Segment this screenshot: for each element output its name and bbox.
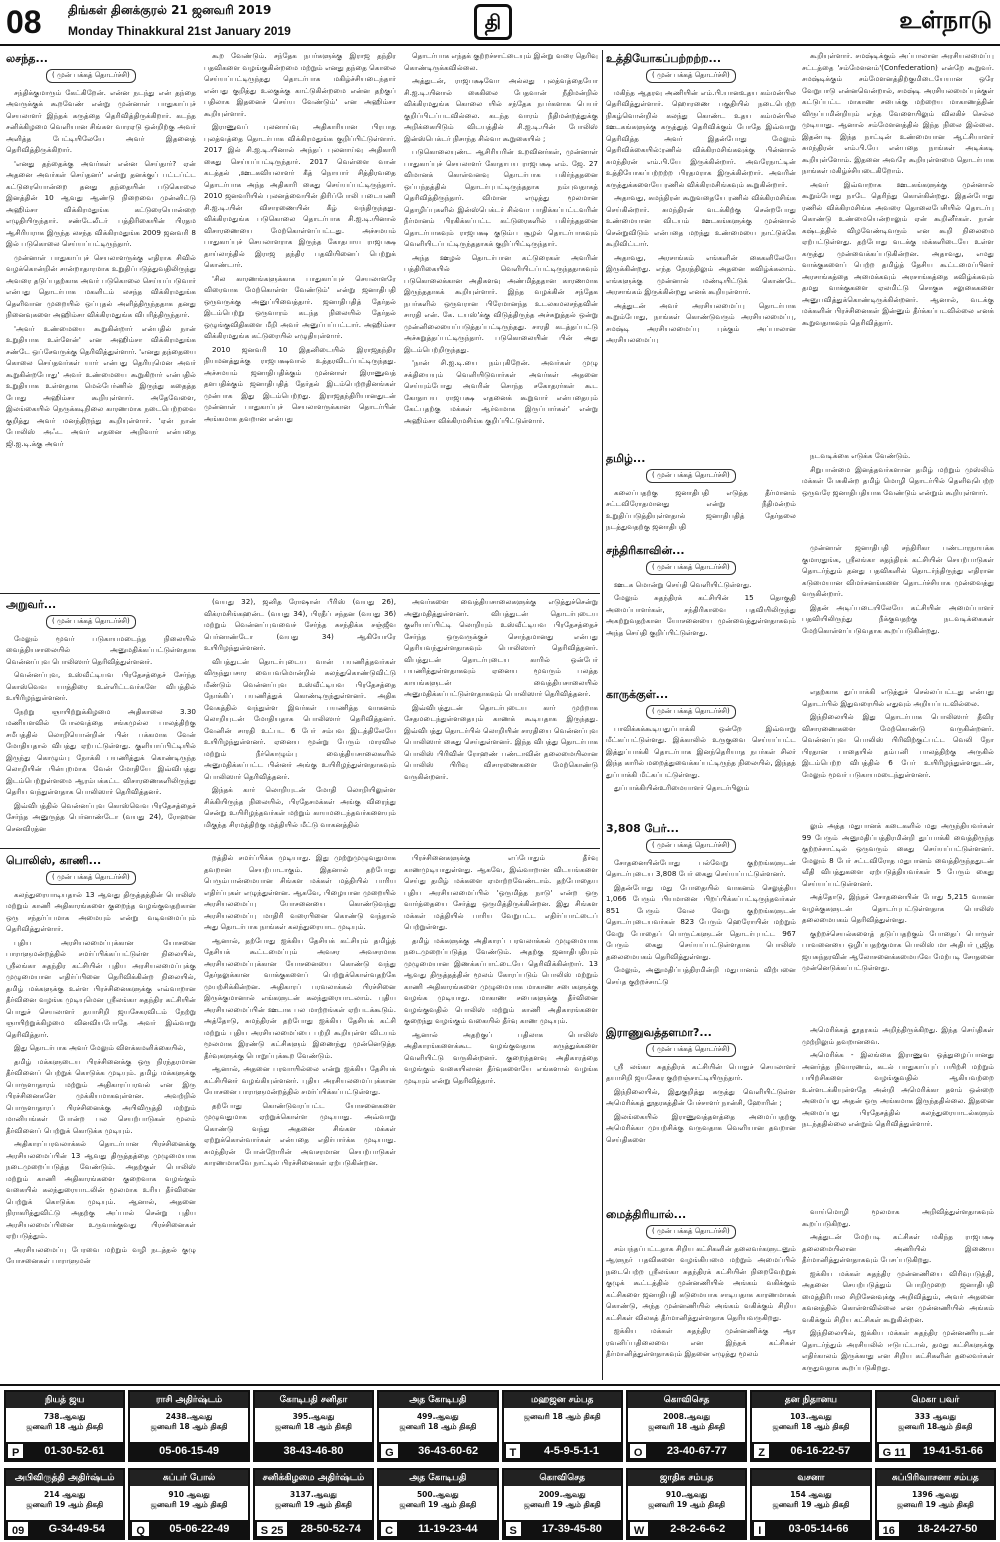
article-column: [404, 852, 598, 1380]
lottery-letter: G: [380, 1443, 399, 1459]
lottery-letter: W: [629, 1521, 649, 1537]
continued-label: ( முன் பக்கத் தொடர்ச்சி): [46, 871, 136, 885]
lottery-numbers: 28-50-52-74: [300, 1523, 361, 1535]
article-paragraph: றத்தில் சமர்ப்பிக்க முடியாது. இது முற்றுமுழுவதுமாக தவறான செயற்பாடாகும். இதனால் தற்போது பெரும்பான்மையான சிங்கள மக்கள் மத்தியில் பாரிய எதிர்ப்புகள் எழுந்துள்ளன. ஆகவே, பிழையான முறையில் அரசியலமைப்பு யோசனையை கொண்டுவந்து அரசியலமைப்பு மாதிரி வரைபினை கொண்டு வந்தால் அது தொடர்பாக நாங்கள் கலந்துரையாட முடியும்.: [204, 853, 396, 931]
lottery-date: ஜனவரி 18 ஆம் திகதி: [26, 1422, 104, 1431]
lottery-name: மெகா பவர்: [877, 1392, 994, 1408]
article-paragraph: கலைப்பதற்கு ஜனாதிபதி எடுத்த தீர்மானம் சட்டவிரோதமானது என்று நீதிமன்றம் உறுதிப்படுத்தியுள்ளதால் ஜனாதிபதித் தேர்தலை நடத்துவதற்கு ஜனாதிபதி: [606, 487, 796, 531]
article-paragraph: 'அவர் உண்மையை கூறுகின்றார் என்பதில் நான் உறுதியாக உள்ளேன்' என அஹிம்சா விக்கிரமதுங்க சண்டே ஒப்சேவருக்கு தெரிவித்துள்ளார். 'எனது தந்தையை கொலை செய்தவர்கள் யார் என்பது தெரியுமென அவர் கூறுகின்றபோது' அவர் உண்மையை கூறுகிறார் என்பதில் உறுதியாக உள்ளதாக மெல்பேர்ணில் இருந்து கதைத்த போது அஹிம்சா கூறியுள்ளார். அதேவேளை, இலங்கையில் நெருக்கடிநிலை காரணமாக நடைபெற்றவை குறித்து அவர் மனந்திறந்து கூறியுள்ளார். 'ஏன் நான் போலிஸ் அஃட அவர் எதனை அறிவார் என்பதை ஜி.ஐ.டி.க்கு அவர்: [6, 323, 196, 448]
lottery-card: [377, 1390, 498, 1462]
lottery-draw: 500.ஆவது: [416, 1490, 459, 1499]
continued-label: ( முன் பக்கத் தொடர்ச்சி): [646, 1225, 736, 1239]
lottery-draw: 154 ஆவது: [790, 1490, 832, 1499]
lottery-name: அபிவிருத்தி அதிர்ஷ்டம்: [6, 1470, 123, 1486]
lottery-letter: 16: [878, 1521, 900, 1537]
article-paragraph: 2010 ஜனவரி 10 இதனிடையில் இராஜதந்திர நியமனத்துக்கு ராஜபக்ஷவால் உத்தரவிடப்பட்டிருந்தது. அச்சமயம் ஜனாதிபதிக்கும் முன்னாள் இராணுவத் தளபதிக்கும் ஜனாதிபதித் தேர்தல் இடம்பெற்றதினங்கள் முன்பாக இது இடம்பெற்றது. இராஜதந்திரியானதுடன் முன்னாள் பாதுகாப்புச் செயலாளருக்கான தொடர்பின் அங்கமாக தவறான என்பது: [204, 344, 396, 423]
lottery-date: ஜனவரி 19 ஆம் திகதி: [26, 1500, 104, 1509]
article-heading: 3,808 பேர்...: [606, 822, 679, 835]
page-number: 08: [6, 4, 42, 40]
article-paragraph: இதன் அடிப்படையிலேயே கட்சியின் அமைப்பாளர் பதவியிலிருந்து நீக்குவதற்கு நடவடிக்கைகள் மேற்கொள்ளப்படுவதாக கூறப்படுகின்றது.: [802, 602, 994, 635]
article-paragraph: பிரச்சினைகளுக்கு எப்போதும் தீர்வு காணமுடியாதுள்ளது. ஆகவே, இவ்வாறான விடயங்களை செய்து தமிழ் மக்களை ஏமாற்றவேண்டாம். தற்போதைய புதிய அரசியலமைப்பில் 'ஒருமித்த நாடு' என்ற ஒரு வார்த்தையை சேர்த்து ஒருமித்திருக்கின்றன. இது சிங்கள மக்கள் மத்தியில் பாரிய வேறுபட்ட எதிர்ப்பாட்டைப் பெற்றுள்ளது.: [404, 853, 598, 931]
article-column: [606, 1024, 796, 1202]
article-column: [606, 50, 796, 446]
article-paragraph: ஐக்கிய மக்கள் சுதந்திர முன்னணியை விரிவுபடுத்தி, அதனை செயற்படுத்தும் பொறிமுறை ஜனாதிபதி மைத்திரிபால சிறிசேனவுக்கு அறிவித்தும், அவர் அதனை கவனத்தில் கொள்ளவில்லை என முன்னணியில் அங்கம் வகிக்கும் சிறிய கட்சிகள் கூறுகின்றன.: [802, 1268, 994, 1324]
lottery-date: ஜனவரி 19 ஆம் திகதி: [274, 1500, 352, 1509]
article-paragraph: இந்நிலையில், ஐக்கிய மக்கள் சுதந்திர முன்னணியுடன் தொடர்ந்தும் அரசியலில் ஈடுபட்டால், தமது கட்சிகளுக்கு எதிர்காலம் இருக்காது என சிறிய கட்சிகளின் தலைவர்கள் கருதுவதாக கூறப்படுகிறது.: [802, 1328, 994, 1372]
article-column: [802, 820, 994, 1020]
lottery-name: சனிக்கிழமை அதிர்ஷ்டம்: [255, 1470, 372, 1486]
article-paragraph: நடவடிக்கை எடுக்க வேண்டும்.: [810, 451, 911, 460]
lottery-name: மஹஜன சம்பத: [504, 1392, 621, 1408]
lottery-date: ஜனவரி 18 ஆம் திகதி: [274, 1422, 352, 1431]
article-paragraph: முன்னாள் பாதுகாப்புச் செயலாளருக்கு எதிராக சிவில் வழக்கொன்றின் சான்றாதாரமாக உறுதிப்படுத்துவதிலிருந்து அவரை தடுப்பதற்காக அவர் படுகொலை செய்யப்படுவார் என்பது தொடர்பாக மகளிடம் லசந்த விக்கிரமதுங்க தெளிவான முறையில் ஒப்புதல் அளித்திருந்ததாக தனது நினைவுகளை அஹிம்சா விக்கிரமதுங்க விபரித்திருந்தார்.: [6, 252, 196, 319]
lottery-date: ஜனவரி 18 ஆம் திகதி: [648, 1422, 726, 1431]
article-paragraph: பாவிக்கக்கூடியதுப்பாக்கி ஒன்றே இவ்வாறு மீட்கப்பட்டுள்ளது. இக்காலில் உருகுவை செய்யப்பட்ட இத்துப்பாக்கி தொடர்பாக இனந்தெரியாத நபர்கள் சிலர் இந்த காரில் மறைத்துவைக்கப்பட்டிருந்த நிலையில், இந்தத் துப்பாக்கி மீட்கப்பட்டுள்ளது.: [606, 723, 796, 779]
lottery-numbers: 2-8-2-6-6-2: [670, 1523, 726, 1535]
continued-label: ( முன் பக்கத் தொடர்ச்சி): [46, 69, 136, 83]
lottery-card: [750, 1468, 871, 1540]
article-column: [404, 50, 598, 590]
article-paragraph: அரசியலமைப்பு பேரவை மற்றும் வழி நடத்தல் குழு யோசனைகள் பாராளுமன்: [6, 1244, 196, 1265]
article-column: [606, 820, 796, 1020]
lottery-date: ஜனவரி 19 ஆம் திகதி: [523, 1500, 601, 1509]
article-paragraph: அத்துடன், ராஜபக்ஷவோ அல்லது புலத்வத்தையோ சி.ஐ.டி.யினால் கைகிலை பேதவான் நீதிமன்றில் விக்கிரமதுங்க கொலை யில் சந்தேக நபர்களாக பெயர் குறிப்பிடப்படவில்லை. கடந்த வாரம் நீதிமன்றத்துக்கு அறிக்கையிடும் விடயத்தில் சி.ஐ.டி.யின் போலிஸ் இன்ஸ்பெக்டர் நிசாந்த சில்வா கூறுகையில் ;: [404, 76, 598, 143]
article-paragraph: சோதனையின்போது பல்வேறு குற்றங்களுடன் தொடர்புடைய 3,808 பேர் கைது செய்யப்பட்டுள்ளனர்.: [606, 857, 796, 878]
lottery-numbers: G-34-49-54: [48, 1523, 105, 1535]
lottery-card: [4, 1390, 125, 1462]
article-heading: காருக்குள்...: [606, 688, 669, 701]
lottery-draw: 333 ஆவது: [914, 1412, 957, 1421]
lottery-name: அத கோடிபதி: [379, 1392, 496, 1408]
page-header: [0, 0, 1000, 46]
article-paragraph: 'எனது தந்தைக்கு அவர்கள் என்ன செய்தார்? ஏன் அதனை அவர்கள் செய்தனர்' என்று தனக்குப் பட்டப்ட்ட கட்டுரையொன்றை தனது தந்தையின் படுகொலை இனத்தின் 10 ஆவது ஆண்டு நிறைவை முன்னிட்டு அஹிம்சா விக்கிரமதுங்க கட்டுரையொன்றை எழுதியிருந்தார். சண்டேலீடர் பத்திரிகையின் பிரதம ஆசிரியராக இருந்த லசந்த விக்கிரமதுங்க 2009 ஜனவரி 8 இல் படுகொலை செய்யப்பட்டிருந்தார்.: [6, 158, 196, 248]
article-paragraph: படுகொலையுண்ட ஆசிரியரின் உறவினர்கள், முன்னாள் பாதுகாப்புச் செயலாளர் கோதாபய ராஜபக்ஷ எம். ஜே. 27 விமானக் கொள்வனவு தொடர்பாக பகிர்ந்ததனை ஒப்பந்தத்தில் தொடர்புபட்டிருந்ததாக நம்புவதாகத் தெரிவித்திருந்தார். விமான எழுத்து மூலமான தொழிப்புகளில் இன்ஸ்பெக்டர் சில்வா பாதிக்கப்பட்டவரின் நீர்மானம் பிரகிக்கப்பட்ட கட்டுரைகளில் பகிர்ந்ததனை தொடர்பாகவும் ராஜபக்ஷ குடும்ப சூழல் தொடர்பாகவும் வெளியிடப்பட்டிருந்ததாகக் குறிப்பிட்டிருந்தார்.: [404, 147, 598, 248]
article-paragraph: அத்தோடு, இந்தச் சோதனையின் போது 5,215 வாகன வழக்குகளுடன் தொடர்புபட்டுள்ளதாக பொலிஸ் தலைமையகம் தெரிவித்துள்ளது.: [802, 892, 994, 924]
article-paragraph: இவ்விபத்தில் வென்னப்புவ கொஸ்வெவ பிரதேசத்தைச் சேர்ந்த அனுருத்த பெர்னாண்டோ (வயது 24), ரோஹன செனவிரத்ன: [6, 800, 196, 833]
article-paragraph: வென்னப்புவ, உஸ்வீட்டியவ பிரதேசத்தைச் சேர்ந்த கொஸ்வெவ யாத்திரை உள்ளிட்டவர்களே விபத்தில் உயிரிழந்துள்ளனர்.: [6, 670, 196, 702]
article-paragraph: இந்நிலையில் இது தொடர்பாக பொலிஸார் தீவிர விசாரணைகளை மேற்கொண்டு வருகின்றனர். வென்னப்புவ பொலிஸ் பிரிவிற்குட்பட்ட வெலி நோ பிரதான பாதையில் தம்பனி பாலத்திற்கு அருகில் இடம்பெற்ற விபத்தில் 6 பேர் உயிரிழந்துள்ளதுடன், மேலும் மூவர் படுகாயமடைந்துள்ளனர்.: [802, 712, 994, 779]
lottery-draw: 103.ஆவது: [790, 1412, 832, 1421]
article-paragraph: (வயது 32), ஜனித ரோஷான் பீரிஸ் (வயது 26), விக்ரமசிங்கஹன்ட (வயது 34), பிரதீப் சந்தன (வயது 36) மற்றும் வென்னப்புவவைச் சேர்ந்த சுசந்திக்க சஞ்ஜீவ பெர்னாண்டோ (வயது 34) ஆகியோரே உயிரிழந்துள்ளனர்.: [204, 597, 396, 652]
article-column: [802, 542, 994, 682]
lottery-name: கொவிசெத: [628, 1392, 745, 1408]
lottery-card: [253, 1390, 374, 1462]
lottery-draw: 2008.ஆவது: [663, 1412, 710, 1421]
lottery-draw: 1396 ஆவது: [911, 1490, 959, 1499]
continued-label: ( முன் பக்கத் தொடர்ச்சி): [646, 469, 736, 483]
article-paragraph: அவர்களை வைத்தியசாலைகளுக்கு எடுத்துச்சென்று அனுமதித்துள்ளனர். விபத்துடன் தொடர்புடைய குளியாப்பிட்டி லொறியும் உஸ்வீட்டியவ பிரதேசத்தைச் சேர்ந்த ஒருவருக்குச் சொந்தமானது என்பது தெரியவந்துள்ளதாகவும் பொலிஸார் தெரிவித்தனர். விபத்துடன் தொடர்புடைய காரில் ஒன்பேர் பயணித்துள்ளதாகவும் ஏனைய மூவரும் பலத்த காயங்களுடன் வைத்தியசாலையில் அனுமதிக்கப்பட்டுள்ளதாகவும் பொலிஸார் தெரிவித்தனர்.: [404, 597, 598, 698]
lottery-card: [377, 1468, 498, 1540]
article-column: [204, 50, 396, 590]
lottery-results: [0, 1384, 1000, 1542]
article-heading: மைத்திரியால்...: [606, 1208, 687, 1221]
article-paragraph: சந்திக்குமாரும் கேட்கிறேன். என்ன நடந்து என் தந்தை அவருக்குக் கூறவேண் என்று முன்னாள் பாதுகாப்புச் செயலாளர் இந்தக் கருத்தை தெரிவித்திருக்கிறார். கடந்த சனிக்கிழமை வெளியான சிங்கள வாரஏடு ஒன்றிற்கு அவர் அளித்த பேட்டியிலேயே அவர் இதனைத் தெரிவித்திருக்கிறார்.: [6, 87, 196, 154]
article-paragraph: அவர் இவ்வாறாக ஊடகங்களுக்கு முன்னால் கூறும்போது நாடே தெரிந்து கொள்கின்றது. இதன்போது ரணில் விக்கிரமசிங்க அவரை தொலைபேசியில் தொடர்பு கொண்டு உண்மையென்றாலும் ஏன் கூறினீர்கள். நான் கஷ்டத்தில் விழவேண்டிவரும் என கூறி நிலைமை ஏற்பட்டுள்ளது. தற்போது வடக்கு மக்களிடையே உள்ள கருத்து முன்வைக்கப்படுகின்றன. அதாவது, எமது வாக்குகளைப் பெற்ற தமிழ்த் தேசிய கூட்டமைப்பினர் அரசாங்கத்தை அமைக்கவும் அரசாங்கத்தை கவிழ்க்கவும் தமது வாக்குகளை ஏலமிட்டு சொகுசு சலுகைகளை அனுபவித்துக்கொண்டிருக்கின்றனர். ஆனால், வடக்கு மக்களின் பிரச்சினைகள் இன்னும் தீர்க்கப்படவில்லை எனக் கூறுவதாகவும் தெரிவித்தார்.: [802, 179, 994, 327]
article-paragraph: அந்த ஊழல் தொடர்பான கட்டுரைகள் அவரின் பத்திரிகையில் வெளியிடப்பட்டிருந்ததாகவும் படுகொலைக்கான அதிகளவு அண்மித்ததான காரணமாக இருந்ததாகக் கூறியுள்ளார். இந்த வழக்கின் சந்தேக நபர்களில் ஒருவரான பிரேமானந்த உடலகமலசந்தவின் சாரதி என். கே. டயஸ்'க்கு விடுத்திருந்த அச்சுறுத்தல் ஒன்று முன்னிலையைப்படுத்தப்பட்டிருந்தது. சாரதி கடத்தப்பட்டு அச்சுறுத்தப்பட்டிருந்தார். படுகொலையின் பின் அது இடம்பெற்றிருந்தது.: [404, 252, 598, 354]
article-column: [802, 1024, 994, 1202]
continued-label: ( முன் பக்கத் தொடர்ச்சி): [646, 1043, 736, 1057]
lottery-card: [875, 1468, 996, 1540]
article-column: [606, 450, 796, 538]
article-paragraph: தமிழ் மக்களுடைய பிரச்சினைக்கு ஒரு நிரந்தரமான தீர்வினைப் பெற்றுக் கொடுக்க முடியும். தமிழ் மக்களுக்கு பொருளாதாரம் மற்றும் அதிகாரப்பரவல் என இரு பிரச்சினைகளே முக்கியமாகவுள்ளன. அவற்றில் பொருளாதாரப் பிரச்சினைக்கு அபிவிருத்தி மற்றும் மானியங்கள் போன்ற பல செயற்பாடுகள் மூலம் தீர்வினைப் பெற்றுக் கொடுக்க முடியும்.: [6, 1056, 196, 1135]
lottery-date: ஜனவரி 18 ஆம் திகதி: [772, 1422, 850, 1431]
article-paragraph: வாய்மொழி மூலமாக அறிவித்துள்ளதாகவும் கூறப்படுகிறது.: [802, 1207, 994, 1228]
article-paragraph: கூறியுள்ளார். சமஷ்டிக்கும் அப்பாலான அரசியலமைப்பு சட்டத்தை 'சம்மேளனம்'(Confederation) என்றே கூறுவர். சமஷ்டிக்கும் சம்மேளனத்திற்குமிடையேயான ஒரே வேறுபாடு என்னவென்றால், சமஷ்டி அரசியலமைப்புக்குள் கட்டுப்பட்ட மாகாண சபைக்கு மற்றைய மாகாணத்தின் விருப்பமின்றியும் எந்த வேளையிலும் விலகிச் செல்ல முடியாது. ஆனால் சம்மேளனத்தில் இந்த நிலை இல்லை. இதன்படி இந்த நாட்டின் உண்மையான ஆட்சியாளர் சுமந்திரன் எம்.பி.யே என்பதை நாங்கள் அடிக்கடி கூறியுள்ளோம். இதனை அவரே கூறியுள்ளமை தொடர்பாக நாங்கள் மகிழ்ச்சியடைகிறோம்.: [802, 51, 994, 175]
section-title: உள்நாடு: [899, 6, 992, 34]
continued-label: ( முன் பக்கத் தொடர்ச்சி): [646, 705, 736, 719]
article-paragraph: மேலும் சுதந்திரக் கட்சியின் 15 தொகுதி அமைப்பாளர்கள், சந்திரிகாவை பதவியிலிருந்து அகற்றுவதற்கான யோசனையை முன்வைத்துள்ளதாகவும் அந்த செய்தி குறிப்பிட்டுள்ளது.: [606, 593, 796, 637]
article-rule: [0, 848, 600, 849]
article-column: [606, 1206, 796, 1380]
article-paragraph: குற்றச்செயல்களைத் தடுப்பதற்கும் போதைப் பொருள் பாவனையை ஒழிப்பதற்குமாக பொலிஸ் மா அதிபர் பூஜித ஜயசுந்தரவின் ஆலோசனைக்கமையவே மேற்படி சோதனை முன்னெடுக்கப்பட்டுள்ளது.: [802, 928, 994, 972]
lottery-numbers: 05-06-15-49: [159, 1445, 220, 1457]
lottery-draw: 2438.ஆவது: [165, 1412, 213, 1421]
newspaper-logo: தி: [474, 4, 512, 40]
article-column: [6, 50, 196, 590]
article-paragraph: ஐக்கிய மக்கள் சுதந்திர முன்னணிக்கு ஆர ரவனிப்பதிலைவை என இந்தக் கட்சிகள் தீர்மானித்துள்ளதாகவும் இதனை எழுத்து மூலம்: [606, 1326, 796, 1358]
article-paragraph: ஆனால் அதற்குப் பதிலாக பொலிஸ் அதிகாரங்களைக்கூட வழங்குவதாக கருத்துக்களை வெளியிட்டு வருகின்றனர். குறைந்தளவு அதிகாரத்தை வழங்கும் வகையிலான தீர்வுகளையே எங்களால் வழங்க முடியும் என்று தெரிவித்தார்.: [404, 1029, 598, 1085]
lottery-name: வசனா: [752, 1470, 869, 1486]
lottery-date: ஜனவரி 19 ஆம் திகதி: [772, 1500, 850, 1509]
lottery-numbers: 05-06-22-49: [169, 1523, 230, 1535]
article-paragraph: அதாவது, சுமந்திரன் கூறுவதையே ரணில் விக்கிரமசிங்க செய்கின்றார். சுமந்திரன் வடக்கிற்கு சென்றபோது உண்மையான விடயம் ஊடகங்களுக்கு முன்னால் சென்றுவிடும் என்பதை மறந்து உண்மையை நாட்டுக்கே கூறிவிட்டார்.: [606, 193, 796, 248]
article-paragraph: தமிழ் மக்களுக்கு அதிகாரப் பரவலாக்கல் முழுமையாக நடைமுறைப்படுத்த வேண்டும். அதற்கு ஜனாதிபதியும் முழுமையான இணக்கப்பாட்டையே தெரிவிக்கின்றார். 13 ஆவது திருத்தத்தின் மூலம் கோரப்படும் பொலிஸ் மற்றும் காணி அதிகாரங்களை முழுமையாக மாகாண சபைகளுக்கு வழங்க முடியாது. மாகாண சபைகளுக்கு தீர்வினை வழங்குவதில் பொலிஸ் மற்றும் காணி அதிகாரங்களை குறைந்து வழங்கும் வகையில் தீர்வு காண முடியும்.: [404, 935, 598, 1025]
lottery-card: [502, 1468, 623, 1540]
lottery-name: ராசி அதிர்ஷ்டம்: [130, 1392, 247, 1408]
lottery-date: ஜனவரி 18 ஆம் திகதி: [399, 1422, 477, 1431]
article-column: [6, 852, 196, 1380]
article-paragraph: 'சில காரணங்களுக்காக பாதுகாப்புச் செயலாளரே விரைவாக மேற்கொள்ள வேண்டும்' என்று ஜனாதிபதி ஒருவருக்கு அனுப்பிவைத்தார். ஜனாதிபதித் தேர்தல் இடம்பெற்று ஒருவாரம் கடந்த நிலையில் தேர்தல் ஒழுங்குவிதிகளை மீறி அவர் அனுப்பப்பட்டார். அஹிம்சா விக்கிரமதுங்க கட்டுரையில் எழுதியுள்ளார்.: [204, 273, 396, 340]
lottery-numbers: 03-05-14-66: [788, 1523, 849, 1535]
lottery-draw: 910.ஆவது: [665, 1490, 708, 1499]
article-paragraph: ஊடக மொன்று செய்தி வெளியிட்டுள்ளது.: [614, 579, 752, 589]
continued-label: ( முன் பக்கத் தொடர்ச்சி): [46, 615, 136, 629]
article-paragraph: அமெரிக்கத் தூதரகம் அறிந்திருக்கிறது. இந்த செய்திகள் முற்றிலும் தவறானவை.: [802, 1025, 994, 1046]
lottery-name: கொவிசெத: [504, 1470, 621, 1486]
article-paragraph: ஆனால், அதனை பரவாயில்லை என்று ஐக்கிய தேசியக் கட்சியினர் வழங்கியுள்ளனர். புதிய அரசியலமைப்புக்கான யோசனை பாராளுமன்றத்தில் சமர்ப்பிக்கப்பட்டுள்ளது.: [204, 1064, 396, 1096]
article-paragraph: சிறுபான்மை இனத்தவர்களான தமிழ் மற்றும் முஸ்லிம் மக்கள் பேசுகின்ற தமிழ் மொழி தொடர்பில் தெளிவுபெற்ற ஒருவரே ஜனாதிபதியாக வேண்டும் என்றும் கூறியுள்ளார்.: [802, 464, 994, 497]
article-paragraph: ஆனால், தற்போது ஐக்கிய தேசியக் கட்சியும் தமிழ்த் தேசியக் கூட்டமைப்பும் அவசர அவசரமாக அரசியலமைப்புக்கான யோசனையை கொண்டு வந்து தேர்தலுக்கான வாக்குகளைப் பெற்றுக்கொள்வதற்கே முயற்சிக்கின்றன. அதிகாரப் பரவலாக்கல் பிரச்சினை இருக்குமானால் எங்களுடன் கலந்துரையாடலாம். புதிய அரசியலமைப்பின் ஊடாக பல மாற்றங்கள் ஏற்படக்கூடும். அத்தோடு, சுமந்திரன் தற்போது ஐக்கிய தேசியக் கட்சி மற்றும் புதிய அரசியலமைப்பை பற்றி கூறியுள்ள விடயம் மூலமாக இரண்டு கட்சிகளும் இணைந்து முன்னெடுத்த தீர்வுகளுக்கு பொறுப்புக்கூற வேண்டும்.: [204, 935, 396, 1060]
article-paragraph: அதாவது, அரசாங்கம் எங்களின் கைகளிலேயே இருக்கின்றது. எந்த நேரத்திலும் அதனை கவிழ்க்கலாம். எங்களுக்கு முன்னால் மண்டியிட்டுக் கொண்டே அரசாங்கம் இருக்கின்றது எனக் கூறியுள்ளார்.: [606, 252, 796, 296]
lottery-date: ஜனவரி 19 ஆம் திகதி: [150, 1500, 228, 1509]
article-column: [802, 686, 994, 816]
lottery-numbers: 11-19-23-44: [418, 1523, 478, 1535]
article-paragraph: அமெரிக்க - இலங்கை இராணுவ ஒத்துழைப்பானது அனர்த்த நிவாரணம், கடல் பாதுகாப்புப் பயிற்சி மற்றும் பயிற்சிகளை வழங்குவதில் ஆகியவற்றை உள்ளடக்கியுள்ளதே அன்றி அமெரிக்கா தளம் ஒன்றை அமைப்பது அதன் ஒரு அங்கமாக இருந்ததில்லை. இதனை அமைப்பது பிரதேசத்தில் கலந்துரையாடல்களும் நடந்ததில்லை என்றும் தெரிவித்துள்ளார்.: [802, 1050, 994, 1128]
article-paragraph: மகிந்த ஆதரவு அணியின் எம்.பி.யானஉதய கம்மன்பில தெரிவித்துள்ளார். ஹொரணை பகுதியில் நடைபெற்ற நிகழ்வொன்றில் கலந்து கொண்ட உதய கம்மன்பில ஊடகங்களுக்கு கருத்துத் தெரிவிக்கும் போதே இவ்வாறு தெரிவித்த அவர் இதன்போது மேலும் தெரிவிக்கையில்:ரணில் விக்கிரமசிங்கவுக்கு பின்னால் சுமந்திரன் எம்.பி.யே இருக்கின்றார். அவரேநாட்டின் உத்தியோகப்பற்றற்ற பிரதமராக இருக்கின்றார். அவரின் கருத்துக்களையே ரணில் விக்கிரமசிங்கவும் கூறுகின்றார்.: [606, 87, 796, 189]
lottery-numbers: 36-43-60-62: [418, 1445, 479, 1457]
article-paragraph: இந்தக் கார் லொறியுடன் மோதி லொறியிலுள்ள சிக்கியிருந்த நிலையில், பிரதேசமக்கள் அங்கு விரைந்து சென்று உயிரிழந்தவர்கள் மற்றும் காயமடைந்தவர்களையும் மிகுந்த சிரமத்திற்கு மத்தியில் மீட்டு வாகனத்தில்: [204, 785, 396, 829]
article-column: [6, 596, 196, 846]
date-tamil: திங்கள் தினக்குரல் 21 ஜனவரி 2019: [68, 3, 272, 17]
lottery-numbers: 06-16-22-57: [790, 1445, 851, 1457]
lottery-letter: O: [629, 1443, 648, 1459]
lottery-letter: S: [505, 1521, 522, 1537]
continued-label: ( முன் பக்கத் தொடர்ச்சி): [646, 561, 736, 575]
article-paragraph: கூற வேண்டும். சந்தேக நபர்களுக்கு இராஜ தந்திர பதவிகளை வழங்குகின்றமை மற்றும் எனது தந்தை கொலை செய்யப்பட்டிருந்தது தொடர்பாக மகிழ்ச்சியடைந்தார் என்பது குறித்து உலகுக்கு காட்டுகின்றமை என்ன தற்குப் பதிலாக இதனைச் செய்ய வேண்டும்' என அஹிம்சா கூறியுள்ளார்.: [204, 51, 396, 118]
article-paragraph: தற்போது கொண்டுவரப்பட்ட யோசனைகளை முழுவதுமாக ஏற்றுக்கொள்ள முடியாது. அவ்வாறு கொண்டு வந்து அதனை சிங்கள மக்கள் ஏற்றுக்கொள்வார்கள் என்பதை எதிர்பார்க்க முடியாது. சுமந்திரன் போன்றோரின் அவசரமான செயற்பாடுகள் காரணமாகவே நாட்டில் பிரச்சினைகள் ஏற்படுகின்றன.: [204, 1100, 396, 1167]
lottery-numbers: 23-40-67-77: [666, 1445, 727, 1457]
lottery-card: [626, 1390, 747, 1462]
lottery-draw: 738.ஆவது: [43, 1412, 86, 1421]
continued-label: ( முன் பக்கத் தொடர்ச்சி): [646, 69, 736, 83]
lottery-letter: G 11: [878, 1443, 911, 1459]
lottery-card: [750, 1390, 871, 1462]
lottery-date: ஜனவரி 18ஆம் திகதி: [898, 1422, 973, 1431]
article-paragraph: சம்பந்தப்பட்டதாக சிறிய கட்சிகளின் தலைவர்களுடனும் ஆளுநர் பதவிகளை வழங்கியமை மற்றும் அமைப்பில் நடைபெற்ற ஸ்ரீலங்கா சுதந்திரக் கட்சியின் நிறைவேற்றுக் குழுக் கூட்டத்தில் முன்னணியில் அங்கம் வகிக்கும் கட்சிகளை ஜனாதிபதி கடுமையாக சாடியதாக காரணமாகக் கொண்டு, அந்த முன்னணியில் அங்கம் வகிக்கும் சிறிய கட்சிகள் விலகத் தீர்மானித்துள்ளதாக தெரியவருகிறது.: [606, 1243, 796, 1322]
lottery-name: சுப்பர் போல்: [130, 1470, 247, 1486]
lottery-letter: P: [7, 1443, 24, 1459]
article-column: [404, 596, 598, 846]
lottery-date: ஜனவரி 18 ஆம் திகதி: [150, 1422, 228, 1431]
lottery-card: [253, 1468, 374, 1540]
lottery-draw: 3137.ஆவது: [289, 1490, 337, 1499]
lottery-name: சுப்பிரிவாசனா சம்பத: [877, 1470, 994, 1486]
lottery-name: கோடிபதி சனிதா: [255, 1392, 372, 1408]
lottery-draw: 2009.ஆவது: [538, 1490, 586, 1499]
article-paragraph: அத்துடன் மேற்படி கட்சிகள் மகிந்த ராஜபக்ஷ தலைமையிலான அணியில் இணைய தீர்மானித்துள்ளதாகவும் பேசப்படுகிறது.: [802, 1232, 994, 1264]
article-paragraph: முன்னாள் ஜனாதிபதி சந்திரிகா பண்டாரநாயக்க குமாரதுங்க, ஸ்ரீலங்கா சுதந்திரக் கட்சியின் செயற்பாடுகள் தொடர்ந்தும் தனது பதவிகளில் தொடர்ந்திருந்து எதிரான கடுமையான விமர்சனங்களை தொடர்ச்சியாக முன்வைத்து வருகின்றார்.: [802, 543, 994, 598]
lottery-letter: Z: [753, 1443, 770, 1459]
lottery-numbers: 17-39-45-80: [541, 1523, 602, 1535]
article-paragraph: இது தொடர்பாக அவர் மேலும் விளக்கமளிக்கையில்,: [14, 1043, 186, 1052]
article-column: [204, 596, 396, 846]
article-paragraph: நேற்று ஞாயிற்றுக்கிழமை அதிகாலை 3.30 மணியளவில் போலவத்தை சங்கமுல்ல பாலத்திற்கு சமீபத்தில் லொறியொன்றின் பின் பக்கமாக வேன் மோதியதால் விபத்து ஏற்பட்டுள்ளது. குளியாப்பிட்டியில் இருந்து கொழும்பு நோக்கி பயணித்துக் கொண்டிருந்த லொறியின் பின்புறமாக வேன் மோதியே இவ்விபத்து இடம்பெற்றுள்ளமை ஆரம்பக்கட்ட விசாரணைகளிலிருந்து தெரிய வந்துள்ளதாக பொலிஸார் தெரிவித்தனர்.: [6, 706, 196, 796]
lottery-card: [128, 1468, 249, 1540]
lottery-draw: 910 ஆவது: [168, 1490, 210, 1499]
lottery-letter: 09: [7, 1521, 29, 1537]
article-heading: உத்தியோகப்பற்றற்ற...: [606, 52, 722, 65]
article-column: [204, 852, 396, 1380]
article-paragraph: இலங்கையில் இராணுவத்தளத்தை அமைப்பதற்கு அமெரிக்கா முயற்சிக்கு வருவதாக வெளியான தவறான செய்திகளை: [606, 1111, 796, 1144]
lottery-card: [4, 1468, 125, 1540]
column-rule: [602, 50, 603, 1380]
date-english: Monday Thinakkural 21st January 2019: [68, 24, 291, 38]
lottery-letter: T: [505, 1443, 522, 1459]
article-paragraph: இதன்போது மது போதையில் வாகனம் செலுத்திய 1,066 பேரும் பியமானை பிறப்பிக்கப்பட்டிருந்தவர்கள் 851 பேரும் வேல வேறு குற்றங்களுடன் தொடர்புடையவர்கள் 823 பேரும் ஹெரோயின் மற்றும் வேறு போதைப் பொருட்களுடன் தொடர்புபட்ட 967 பேரும் கைது செய்யப்பட்டுள்ளதாக பொலிஸ் தலைமையகம் தெரிவித்துள்ளது.: [606, 882, 796, 961]
lottery-draw: 214 ஆவது: [43, 1490, 86, 1499]
article-column: [802, 450, 994, 538]
article-heading: சந்திரிகாவின்...: [606, 544, 685, 557]
lottery-numbers: 4-5-9-5-1-1: [544, 1445, 600, 1457]
lottery-letter: Q: [131, 1521, 150, 1537]
article-paragraph: ஸ்ரீ லங்கா சுதந்திரக் கட்சியின் பொதுச் செயலாளர் தயாசிறி ஜயசேகர குற்றஞ்சாட்டியிருந்தார்.: [606, 1061, 796, 1082]
lottery-letter: C: [380, 1521, 398, 1537]
lottery-card: [502, 1390, 623, 1462]
article-paragraph: விபத்துடன் தொடர்புடைய வான் பயணித்தவர்கள் விருந்துபசார வைபவமொன்றில் கலந்துகொண்டுவிட்டு மீண்டும் வென்னப்புவ உஸ்வீட்டியவ பிரதேசத்தை நோக்கிப் பயணித்துக் கொண்டிருந்துள்ளனர். அதிக வேகத்தில் வந்துள்ள இவர்கள் பயணித்த வாகனம் லொறியுடன் மோதியதாக பொலிஸார் தெரிவித்தனர். வேனின் சாரதி உட்பட 6 பேர் சம்பவ இடத்திலேயே உயிரிழந்துள்ளனர். ஏனைய மூன்று பேரும் மாரவில மற்றும் நீர்கொழும்பு வைத்தியசாலைகளில் அனுமதிக்கப்பட்ட பின்னர் அங்கு உயிரிழந்துள்ளதாகவும் பொலிஸார் தெரிவித்தனர்.: [204, 656, 396, 781]
lottery-date: ஜனவரி 19 ஆம் திகதி: [896, 1500, 974, 1509]
article-paragraph: இராணுவப் புலனாய்வு அதிகாரியான பிரபாத புலத்வத்தை தொடர்பாக விக்கிரமதுங்க குறிப்பிட்டுள்ளார். 2017 இல் சி.ஐ.டி.யினால் அந்தப் புலனாய்வு அதிகாரி கைது செய்யப்பட்டிருந்தார். 2017 வெள்ளை வான் கடத்தல் ,ஊடகவியலாளர் கீத் நொயார் சித்திரவதை தொடர்பாக அந்த அதிகாரி கைது செய்யப்பட்டிருந்தார். 2010 ஜனவரியில் புலனத்வையின் திரிப்போலி படையணி சி.ஐ.டி.யின் விசாரணையின் கீழ் வந்திருந்தது. விக்கிரமதுங்க படுகொலை தொடர்பாக சி.ஐ.டி.யினால் விசாரணையை மேற்கொள்ளப்பட்டது. அச்சமயம் பாதுகாப்புச் செயலாளராக இருந்த கோதபாய ராஜபக்ஷ தாய்லாந்தில் இராஜ தந்திர பதவியினைப் பெற்றுக் கொண்டார்.: [204, 122, 396, 269]
article-heading: இராணுவத்தளமா?...: [606, 1026, 712, 1039]
article-paragraph: அதிகாரப்பரவலாக்கல் தொடர்பான பிரச்சினைக்கு அரசியலமைப்பின் 13 ஆவது திருத்தத்தை முழுமையாக நடைமுறைப்படுத்த வேண்டும். அதற்குள் பொலிஸ் மற்றும் காணி அதிகாரங்களை குறைவாக வழங்கும் வகையில் கலந்துரையாடலின் மூலமாக உரிய தீர்வினை பெற்றுக் கொடுக்க முடியும். ஆனால், அதனை நிராகரித்துவிட்டு அதற்கு அப்பால் சென்று புதிய அரசியலமைப்பினை உருவாக்குவது பிரச்சினைகள் ஏற்படுத்தும்.: [6, 1139, 196, 1240]
lottery-numbers: 18-24-27-50: [917, 1523, 978, 1535]
lottery-numbers: 01-30-52-61: [44, 1445, 105, 1457]
article-paragraph: இவ்விபத்துடன் தொடர்புடைய கார் முற்றாக சேதமடைந்துள்ளதையும் காணக் கூடியதாக இருந்தது. இவ்விபத்து தொடர்பில் லொறியின் சாரதியை வென்னப்புவ பொலிஸார் கைது செய்துள்ளனர். இந்த விபத்து தொடர்பாக பொலிஸ் பிரிவின் ரோஹண் பண்டாவின் தலைமையிலான பொலிஸ் பிரிவு விசாரணைகளை மேற்கொண்டு வருகின்றனர்.: [404, 702, 598, 781]
lottery-name: அத கோடிபதி: [379, 1470, 496, 1486]
lottery-draw: 395.ஆவது: [292, 1412, 335, 1421]
article-paragraph: துப்பாக்கியின்உரிமையாளர் தொடர்பிலும்: [614, 783, 750, 792]
lottery-name: ஜாதிக சம்பத: [628, 1470, 745, 1486]
article-paragraph: தொடர்பாக எந்தக் குற்றச்சாட்டையும் இன்று வரை தெரிவு கொண்டிருக்கவில்லை.: [404, 51, 598, 72]
article-column: [802, 1206, 994, 1380]
lottery-numbers: 19-41-51-66: [922, 1445, 983, 1457]
lottery-date: ஜனவரி 19 ஆம் திகதி: [648, 1500, 726, 1509]
article-paragraph: கலந்துரையாடியதால் 13 ஆவது திருத்தத்தின் பொலிஸ் மற்றும் காணி அதிகாரங்களை குறைந்த வழங்குவதற்கான ஒரு சந்தர்ப்பமாக அமையும் என்று வடிவமைப்பும் தெரிவித்துள்ளார்.: [6, 889, 196, 933]
lottery-card: [875, 1390, 996, 1462]
lottery-letter: I: [753, 1521, 766, 1537]
continued-label: ( முன் பக்கத் தொடர்ச்சி): [646, 839, 736, 853]
lottery-date: ஜனவரி 19 ஆம் திகதி: [399, 1500, 477, 1509]
article-heading: பொலிஸ், காணி...: [6, 854, 102, 867]
article-paragraph: எதற்காக துப்பாக்கி எடுத்துச் செல்லப்பட்டது என்பது தொடர்பில் இதுவரையில் எதுவும் அறியப்படவில்லை.: [802, 687, 994, 708]
article-column: [606, 686, 796, 816]
lottery-name: நியத் ஜய: [6, 1392, 123, 1408]
article-rule: [0, 593, 600, 594]
lottery-name: தன நிதானய: [752, 1392, 869, 1408]
lottery-draw: 499.ஆவது: [416, 1412, 459, 1421]
article-paragraph: இந்நிலையில், இதுகுறித்து கருத்து வெளியிட்டுள்ள அமெரிக்கத் தூதரகத்தின் பேச்சாளர் நான்சி, ஹோரின் ;: [606, 1086, 796, 1107]
article-paragraph: மேலும், அனுமதிப்பத்திரமின்றி மதுபானம் விற்பனை செய்த குற்றச்சாட்டு: [606, 965, 796, 986]
article-paragraph: மேலும் மூவர் படுகாயமடைந்த நிலையில் வைத்தியசாலையில் அனுமதிக்கப்பட்டுள்ளதாக வென்னப்புவ பொலிஸார் தெரிவித்துள்ளனர்.: [6, 633, 196, 666]
article-heading: தமிழ்...: [606, 452, 646, 465]
lottery-letter: S 25: [256, 1521, 289, 1537]
lottery-card: [128, 1390, 249, 1462]
article-heading: அறுவர்...: [6, 598, 57, 611]
lottery-numbers: 38-43-46-80: [283, 1445, 344, 1457]
article-column: [802, 50, 994, 446]
article-paragraph: அத்துடன் அவர் அரசியலமைப்பு தொடர்பாக கூறும்போது, நாங்கள் கொண்டுவரும் அரசியலமைப்பு, சமஷ்டி அரசியலமைப்பு புக்கும் அப்பாலான அரசியலமைப்பு: [606, 300, 796, 344]
article-heading: லசந்த...: [6, 52, 48, 65]
article-paragraph: லும் அத்த மதுபானக் கடைகளில் மது அருந்தியவர்கள் 99 பேரும் அனுமதிப்பத்திரமின்றி துப்பாக்கி வைத்திருந்த குற்றச்சாட்டில் ஒருவரும் கைது செய்யப்பட்டுள்ளனர். மேலும் 8 பேர் சட்டவிரோத மதுபானம் வைத்திருந்ததுடன் வீதி விபத்துகளை ஏற்படுத்தியவர்கள் 5 பேரும் கைது செய்யப்பட்டுள்ளனர்.: [802, 821, 994, 888]
lottery-row: [4, 1468, 996, 1540]
article-paragraph: 'நான் சி.ஐ.டி.யை நம்புகிறேன். அவர்கள் முழு சக்தியையும் வெளியிடுவார்கள் அவர்கள் அதனை செய்யும்போது அவரின் சொந்த சகோதரர்கள் கூட கோதாபய ராஜபக்ஷ எதனைக் கூறுவார் என்பதையும் கேட்பதற்கு மக்கள் ஆர்வமாக இருப்பார்கள்' என்று அஹிம்சா விக்கிரமசிங்க குறிப்பிட்டுள்ளார்.: [404, 358, 598, 425]
lottery-card: [626, 1468, 747, 1540]
article-column: [606, 542, 796, 682]
lottery-row: [4, 1390, 996, 1462]
lottery-date: ஜனவரி 18 ஆம் திகதி: [523, 1412, 601, 1421]
article-paragraph: புதிய அரசியலமைப்புக்கான யோசனை பாராளுமன்றத்தில் சமர்ப்பிக்கப்பட்டுள்ள நிலையில், ஸ்ரீலங்கா சுதந்திர கட்சியின் புதிய அரசியலமைப்புக்கு முழுமையான எதிர்ப்பினை தெரிவிக்கின்ற நிலையில், தமிழ் மக்களுக்கு உள்ள பிரச்சினைகளுக்கு எவ்வாறான தீர்வினை வழங்க முடியுமென ஸ்ரீலங்கா சுதந்திர கட்சியின் பொதுச் செயலாளர் தயாசிறி ஜயசேகரவிடம் நேற்று ஞாயிற்றுக்கிழமை வினவியபோதே அவர் இவ்வாறு தெரிவித்தார்.: [6, 937, 196, 1039]
